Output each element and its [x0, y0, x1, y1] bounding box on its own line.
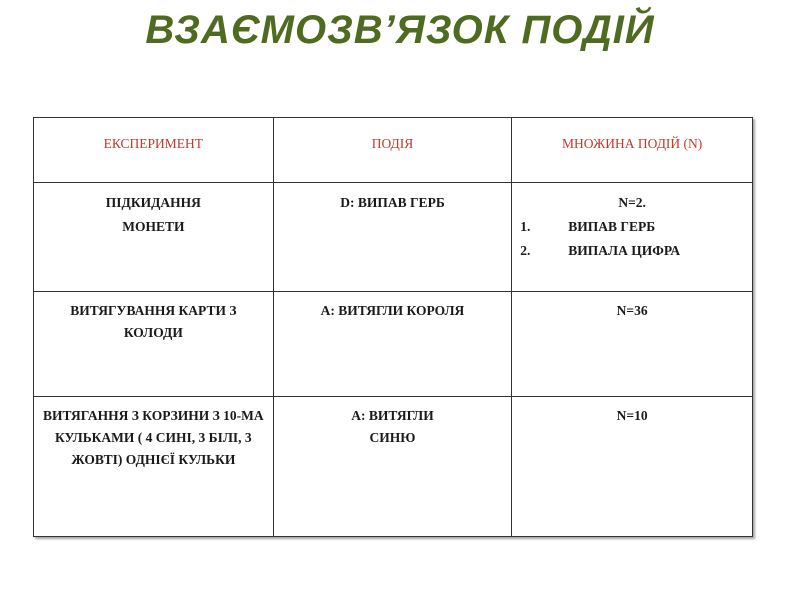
list-item-number: 1. [520, 219, 531, 234]
event-set-list [518, 215, 746, 263]
cell-event-set: N=36 [512, 292, 753, 397]
table-row [34, 397, 753, 537]
event-set-count: N=2. [618, 195, 646, 210]
experiment-line: ПІДКИДАННЯ [105, 195, 201, 210]
table-row [34, 183, 753, 292]
cell-experiment: ВИТЯГУВАННЯ КАРТИ З КОЛОДИ [34, 292, 274, 397]
slide-title: ВЗАЄМОЗВ’ЯЗОК ПОДІЙ [145, 8, 655, 52]
cell-event-set: N=10 [512, 397, 753, 537]
list-item-text: ВИПАЛА ЦИФРА [568, 243, 681, 258]
experiment-line: МОНЕТИ [122, 219, 185, 234]
event-line: СИНЮ [369, 430, 416, 445]
event-line: А: ВИТЯГЛИ [351, 408, 434, 423]
cell-event: D: ВИПАВ ГЕРБ [273, 183, 512, 292]
list-item-number: 2. [520, 243, 531, 258]
cell-event-set [512, 183, 753, 292]
header-event-set: МНОЖИНА ПОДІЙ (N) [512, 118, 753, 183]
list-item [518, 239, 746, 263]
cell-event: А: ВИТЯГЛИ КОРОЛЯ [273, 292, 512, 397]
cell-event [273, 397, 512, 537]
cell-experiment: ВИТЯГАННЯ З КОРЗИНИ З 10-МА КУЛЬКАМИ ( 4 СИНІ, 3 БІЛІ, 3 ЖОВТІ) ОДНІЄЇ КУЛЬКИ [34, 397, 274, 537]
events-table [33, 117, 753, 537]
header-event: ПОДІЯ [273, 118, 512, 183]
header-experiment: ЕКСПЕРИМЕНТ [34, 118, 274, 183]
table-header-row [34, 118, 753, 183]
cell-experiment [34, 183, 274, 292]
table-row [34, 292, 753, 397]
list-item [518, 215, 746, 239]
list-item-text: ВИПАВ ГЕРБ [568, 219, 656, 234]
